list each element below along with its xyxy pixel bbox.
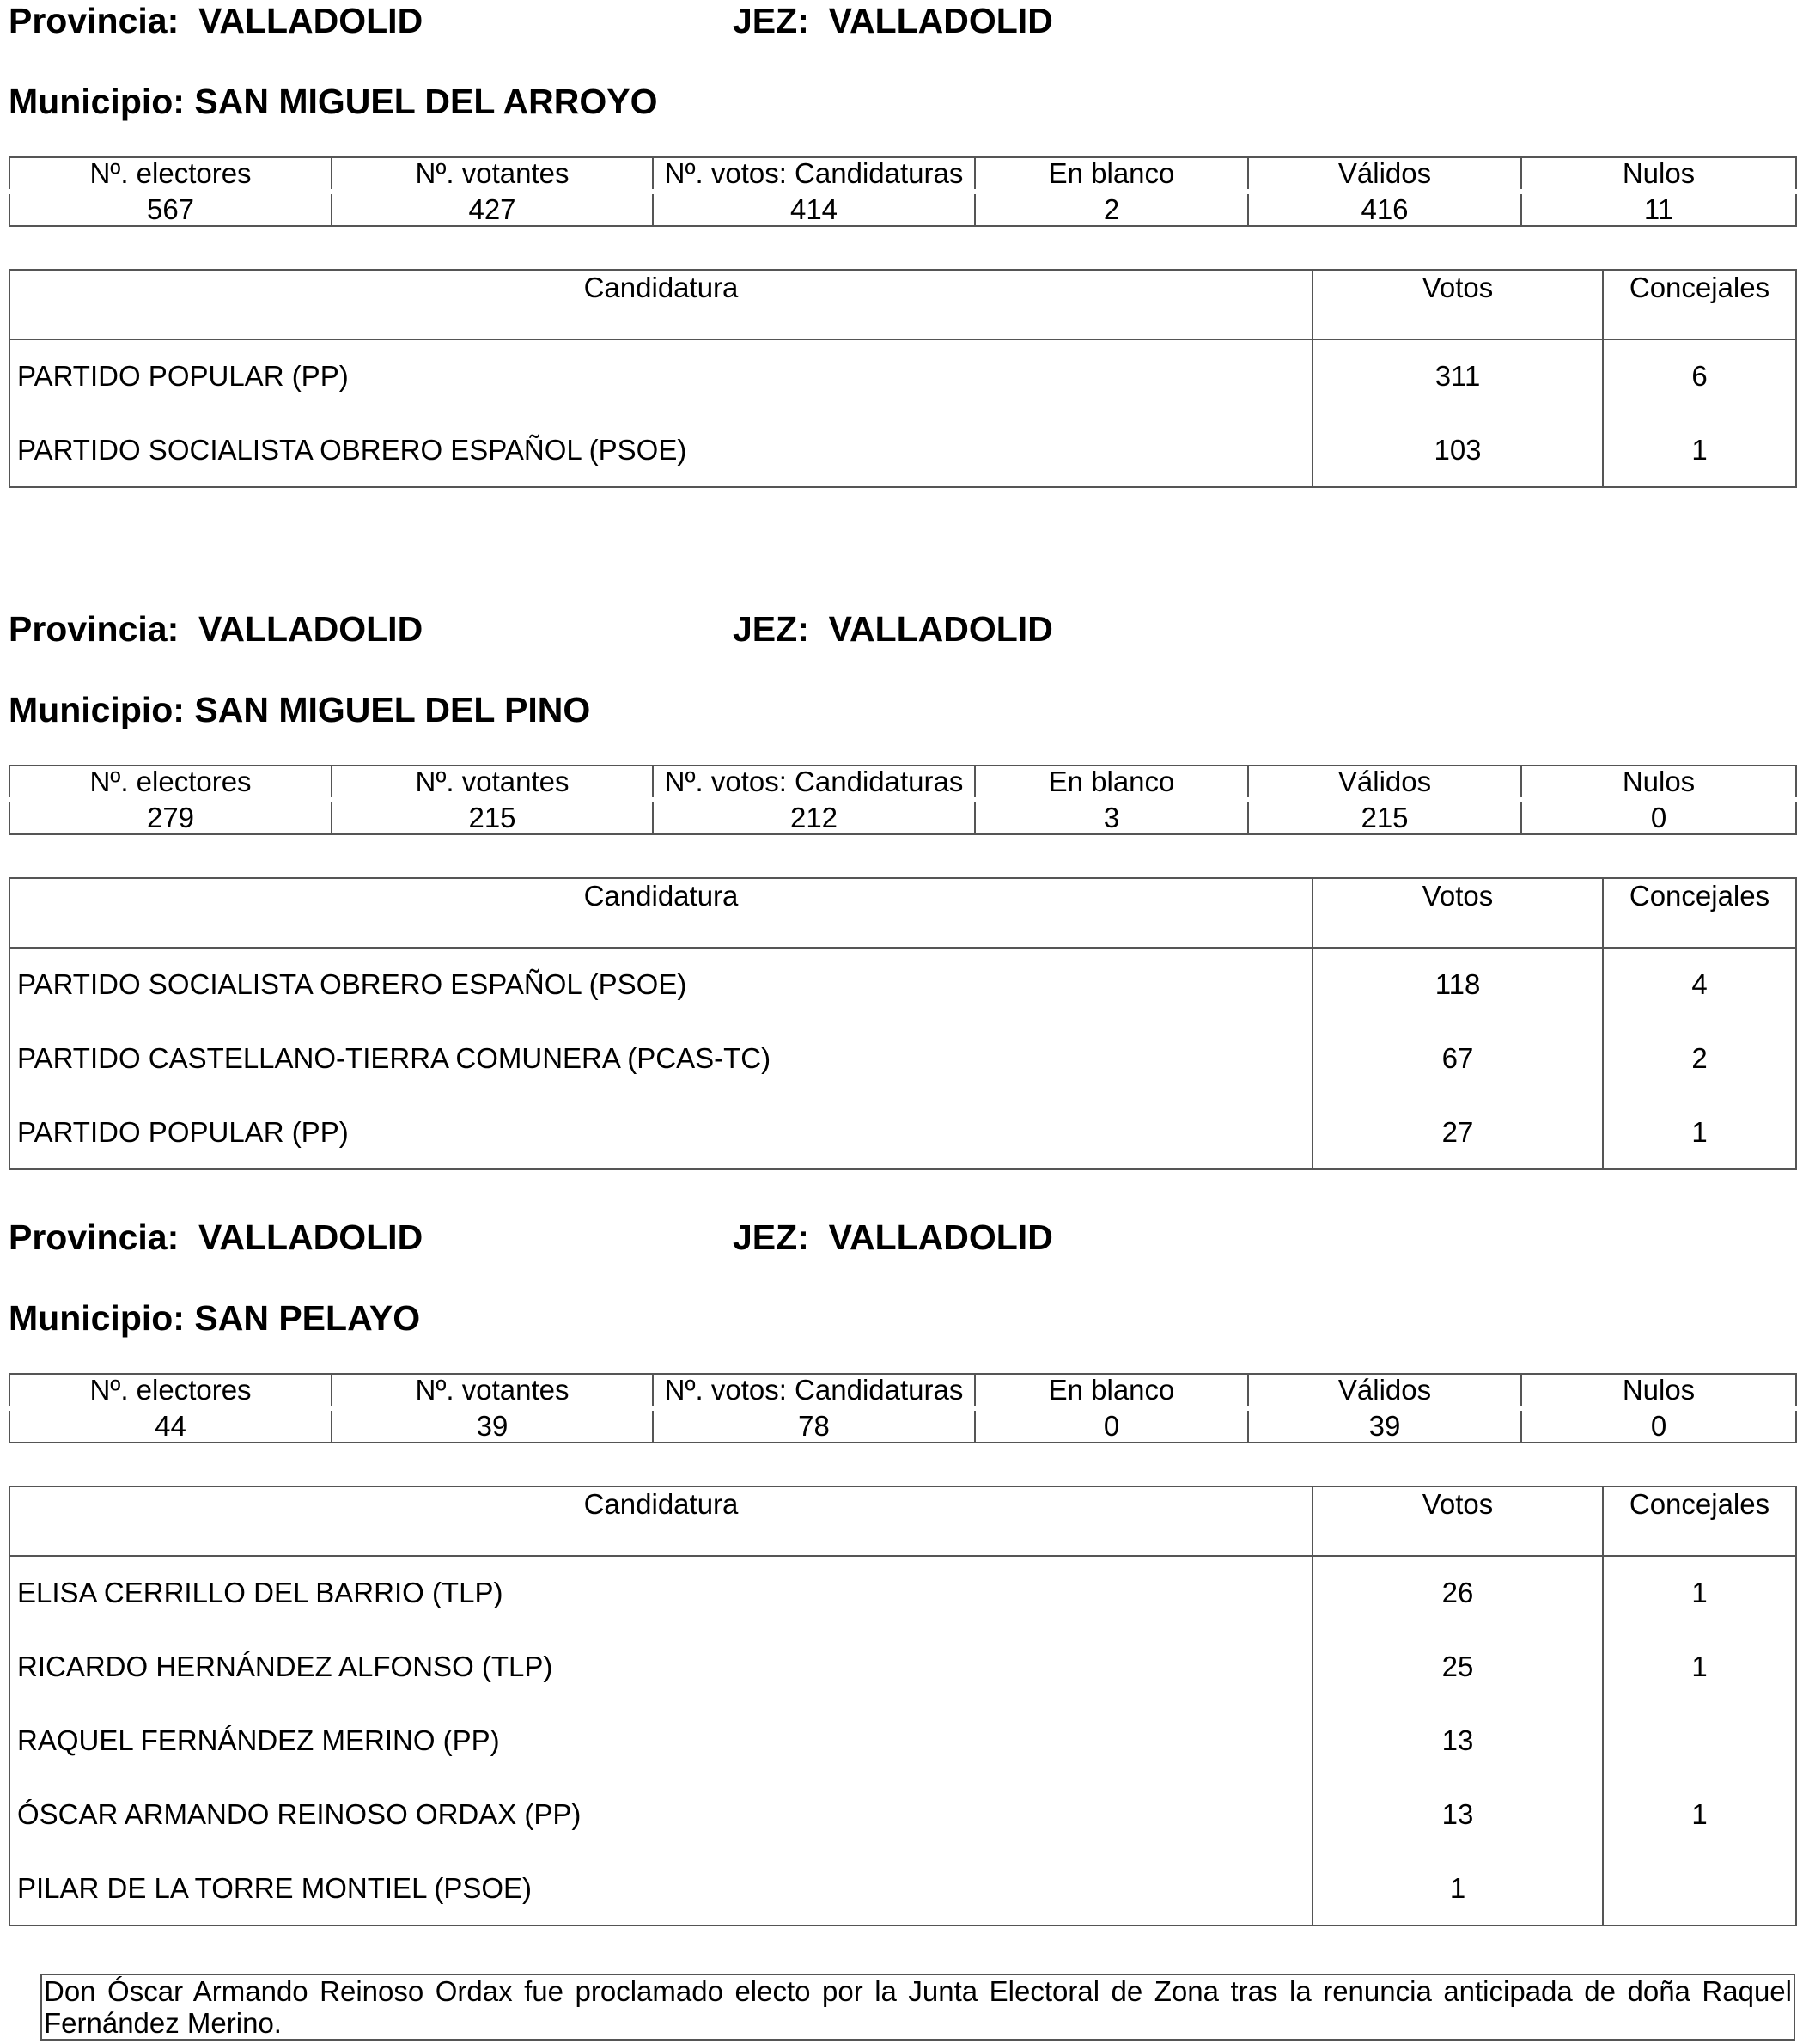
candidatura-row [9, 413, 1796, 487]
header-candidatura: Candidatura [9, 1486, 1313, 1556]
candidatura-concejales: 2 [1603, 1022, 1796, 1095]
municipio-heading-1: Municipio: SAN MIGUEL DEL ARROYO [9, 82, 658, 121]
header-votantes: Nº. votantes [332, 157, 653, 192]
jez-heading-1: JEZ: VALLADOLID [733, 1, 1053, 40]
header-votos-candidaturas: Nº. votos: Candidaturas [653, 766, 975, 800]
value-validos: 416 [1248, 192, 1521, 226]
stats-header-row [9, 1374, 1796, 1408]
candidatura-votos: 25 [1313, 1630, 1603, 1704]
value-nulos: 0 [1521, 1408, 1796, 1443]
stats-value-row [9, 1408, 1796, 1443]
candidatura-concejales: 1 [1603, 1556, 1796, 1630]
candidatura-votos: 13 [1313, 1704, 1603, 1778]
header-electores: Nº. electores [9, 1374, 332, 1408]
candidatura-row [9, 1704, 1796, 1778]
value-votantes: 215 [332, 800, 653, 834]
value-votantes: 39 [332, 1408, 653, 1443]
value-nulos: 0 [1521, 800, 1796, 834]
candidatura-name: PARTIDO CASTELLANO-TIERRA COMUNERA (PCAS-TC) [9, 1022, 1313, 1095]
header-candidatura: Candidatura [9, 270, 1313, 339]
jez-heading-2: JEZ: VALLADOLID [733, 609, 1053, 649]
candidatura-concejales: 1 [1603, 413, 1796, 487]
header-votos: Votos [1313, 1486, 1603, 1556]
header-nulos: Nulos [1521, 157, 1796, 192]
header-en-blanco: En blanco [975, 157, 1248, 192]
value-votantes: 427 [332, 192, 653, 226]
value-votos-candidaturas: 212 [653, 800, 975, 834]
header-nulos: Nulos [1521, 766, 1796, 800]
header-votantes: Nº. votantes [332, 766, 653, 800]
stats-header-row [9, 157, 1796, 192]
candidaturas-header-row [9, 270, 1796, 339]
stats-table-1 [9, 156, 1797, 227]
municipio-heading-2: Municipio: SAN MIGUEL DEL PINO [9, 690, 591, 729]
provincia-value-2: VALLADOLID [198, 609, 423, 649]
candidatura-votos: 13 [1313, 1778, 1603, 1852]
header-votos-candidaturas: Nº. votos: Candidaturas [653, 1374, 975, 1408]
candidatura-votos: 311 [1313, 339, 1603, 413]
header-validos: Válidos [1248, 766, 1521, 800]
candidatura-concejales: 4 [1603, 948, 1796, 1022]
candidaturas-table-3 [9, 1486, 1797, 1926]
candidaturas-table-1 [9, 269, 1797, 488]
candidatura-name: PARTIDO SOCIALISTA OBRERO ESPAÑOL (PSOE) [9, 413, 1313, 487]
candidaturas-table-2 [9, 877, 1797, 1170]
provincia-heading-2: Provincia: VALLADOLID [9, 609, 423, 649]
header-electores: Nº. electores [9, 766, 332, 800]
value-nulos: 11 [1521, 192, 1796, 226]
stats-table-2 [9, 765, 1797, 835]
candidatura-row [9, 1556, 1796, 1630]
candidatura-row [9, 1852, 1796, 1925]
header-en-blanco: En blanco [975, 766, 1248, 800]
provincia-heading-1: Provincia: VALLADOLID [9, 1, 423, 40]
provincia-heading-3: Provincia: VALLADOLID [9, 1217, 423, 1257]
candidatura-concejales: 1 [1603, 1778, 1796, 1852]
candidatura-row [9, 339, 1796, 413]
header-candidatura: Candidatura [9, 878, 1313, 948]
candidatura-concejales [1603, 1704, 1796, 1778]
header-en-blanco: En blanco [975, 1374, 1248, 1408]
header-votos: Votos [1313, 878, 1603, 948]
candidatura-row [9, 948, 1796, 1022]
candidatura-name: ELISA CERRILLO DEL BARRIO (TLP) [9, 1556, 1313, 1630]
candidatura-votos: 26 [1313, 1556, 1603, 1630]
candidatura-row [9, 1778, 1796, 1852]
value-electores: 279 [9, 800, 332, 834]
header-concejales: Concejales [1603, 270, 1796, 339]
candidatura-name: PARTIDO SOCIALISTA OBRERO ESPAÑOL (PSOE) [9, 948, 1313, 1022]
candidatura-name: RICARDO HERNÁNDEZ ALFONSO (TLP) [9, 1630, 1313, 1704]
candidatura-row [9, 1095, 1796, 1169]
value-en-blanco: 3 [975, 800, 1248, 834]
jez-value-2: VALLADOLID [828, 609, 1053, 649]
footnote-line-2: Fernández Merino. [44, 2007, 282, 2039]
candidatura-votos: 118 [1313, 948, 1603, 1022]
candidatura-name: PILAR DE LA TORRE MONTIEL (PSOE) [9, 1852, 1313, 1925]
municipio-heading-3: Municipio: SAN PELAYO [9, 1298, 421, 1338]
candidatura-votos: 27 [1313, 1095, 1603, 1169]
value-votos-candidaturas: 78 [653, 1408, 975, 1443]
value-en-blanco: 0 [975, 1408, 1248, 1443]
stats-header-row [9, 766, 1796, 800]
candidatura-row [9, 1630, 1796, 1704]
stats-value-row [9, 192, 1796, 226]
candidatura-name: PARTIDO POPULAR (PP) [9, 1095, 1313, 1169]
provincia-value-1: VALLADOLID [198, 1, 423, 40]
header-validos: Válidos [1248, 1374, 1521, 1408]
municipio-value-2: SAN MIGUEL DEL PINO [194, 690, 591, 729]
stats-table-3 [9, 1373, 1797, 1443]
candidatura-votos: 1 [1313, 1852, 1603, 1925]
header-votos-candidaturas: Nº. votos: Candidaturas [653, 157, 975, 192]
candidaturas-header-row [9, 878, 1796, 948]
candidatura-name: RAQUEL FERNÁNDEZ MERINO (PP) [9, 1704, 1313, 1778]
candidatura-name: PARTIDO POPULAR (PP) [9, 339, 1313, 413]
jez-value-3: VALLADOLID [828, 1217, 1053, 1257]
header-validos: Válidos [1248, 157, 1521, 192]
provincia-value-3: VALLADOLID [198, 1217, 423, 1257]
candidatura-concejales: 6 [1603, 339, 1796, 413]
candidatura-concejales: 1 [1603, 1630, 1796, 1704]
header-concejales: Concejales [1603, 878, 1796, 948]
value-electores: 44 [9, 1408, 332, 1443]
municipio-value-3: SAN PELAYO [194, 1298, 421, 1338]
header-votantes: Nº. votantes [332, 1374, 653, 1408]
value-validos: 215 [1248, 800, 1521, 834]
header-concejales: Concejales [1603, 1486, 1796, 1556]
value-en-blanco: 2 [975, 192, 1248, 226]
jez-value-1: VALLADOLID [828, 1, 1053, 40]
stats-value-row [9, 800, 1796, 834]
candidatura-votos: 103 [1313, 413, 1603, 487]
header-nulos: Nulos [1521, 1374, 1796, 1408]
candidatura-row [9, 1022, 1796, 1095]
header-electores: Nº. electores [9, 157, 332, 192]
value-electores: 567 [9, 192, 332, 226]
candidaturas-header-row [9, 1486, 1796, 1556]
candidatura-concejales [1603, 1852, 1796, 1925]
municipio-value-1: SAN MIGUEL DEL ARROYO [194, 82, 658, 121]
footnote-line-1: Don Óscar Armando Reinoso Ordax fue proclamado electo por la Junta Electoral de Zona tras la renuncia anticipada de doña Raquel [44, 1975, 1792, 2007]
footnote-box [40, 1974, 1795, 2041]
candidatura-name: ÓSCAR ARMANDO REINOSO ORDAX (PP) [9, 1778, 1313, 1852]
value-votos-candidaturas: 414 [653, 192, 975, 226]
jez-heading-3: JEZ: VALLADOLID [733, 1217, 1053, 1257]
candidatura-votos: 67 [1313, 1022, 1603, 1095]
value-validos: 39 [1248, 1408, 1521, 1443]
header-votos: Votos [1313, 270, 1603, 339]
candidatura-concejales: 1 [1603, 1095, 1796, 1169]
